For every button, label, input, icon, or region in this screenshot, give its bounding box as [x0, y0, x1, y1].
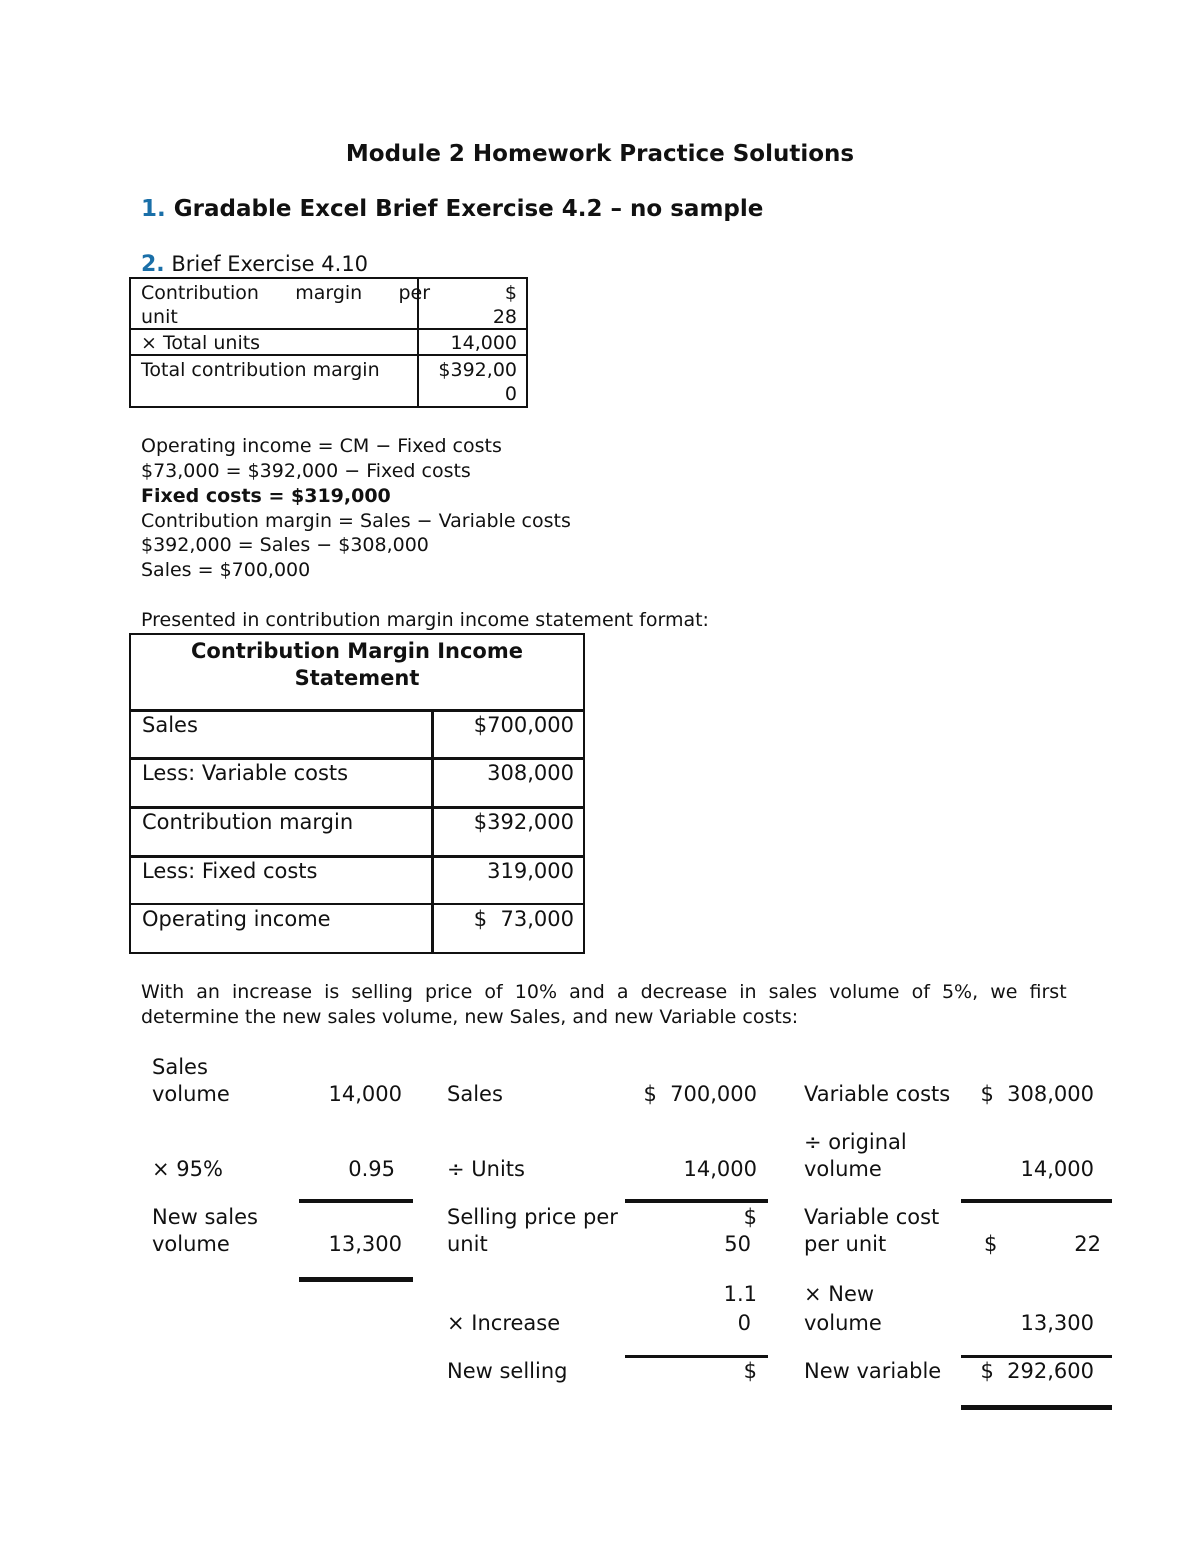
new-volume-mult-label-2: volume — [804, 1311, 882, 1335]
cm-per-unit-value-2: 28 — [492, 306, 517, 328]
is-variable-costs-value: 308,000 — [487, 761, 574, 785]
vc-value: $ 308,000 — [980, 1082, 1094, 1106]
cm-per-unit-label-2: unit — [141, 306, 178, 328]
is-variable-costs-label: Less: Variable costs — [142, 761, 349, 785]
income-statement-table — [129, 633, 585, 954]
vcpu-dollar: $ — [984, 1232, 998, 1256]
equation-3: Fixed costs = $319,000 — [141, 485, 391, 507]
vcpu-label-1: Variable cost — [804, 1205, 940, 1229]
increase-label: × Increase — [447, 1311, 561, 1335]
item-1-number: 1. — [141, 196, 166, 222]
sales-volume-label-1: Sales — [152, 1055, 208, 1079]
sales-volume-label-2: volume — [152, 1082, 230, 1106]
item-1-heading — [141, 196, 763, 222]
is-operating-income-label: Operating income — [142, 907, 331, 931]
is-fixed-costs-value: 319,000 — [487, 859, 574, 883]
orig-volume-value: 14,000 — [1020, 1157, 1094, 1181]
new-volume-mult-label-1: × New — [804, 1282, 875, 1306]
price-value-2: 50 — [724, 1232, 751, 1256]
vc-label: Variable costs — [804, 1082, 951, 1106]
new-volume-mult-value: 13,300 — [1020, 1311, 1094, 1335]
item-2-heading — [141, 252, 368, 277]
new-variable-label: New variable — [804, 1359, 942, 1383]
page-title: Module 2 Homework Practice Solutions — [345, 141, 855, 167]
total-cm-value-1: $392,00 — [438, 359, 517, 381]
price-value-1: $ — [743, 1205, 757, 1229]
income-statement-title: Contribution Margin Income Statement — [191, 639, 523, 690]
equation-2: $73,000 = $392,000 − Fixed costs — [141, 460, 471, 482]
units-value: 14,000 — [683, 1157, 757, 1181]
col2-rule-1 — [625, 1199, 768, 1203]
total-cm-value-2: 0 — [504, 383, 517, 405]
item-1-text: Gradable Excel Brief Exercise 4.2 – no sample — [173, 196, 764, 222]
sales-value: $ 700,000 — [643, 1082, 757, 1106]
sales-label: Sales — [447, 1082, 503, 1106]
orig-volume-label-1: ÷ original — [804, 1130, 907, 1154]
paragraph-line-2: determine the new sales volume, new Sales, and new Variable costs: — [141, 1006, 799, 1028]
is-fixed-costs-label: Less: Fixed costs — [142, 859, 318, 883]
cm-per-unit-label-1: Contribution margin per — [141, 282, 431, 304]
is-cm-value: $392,000 — [473, 810, 574, 834]
col3-rule-2 — [961, 1355, 1112, 1358]
total-cm-label: Total contribution margin — [141, 359, 380, 381]
new-volume-value: 13,300 — [328, 1232, 402, 1256]
sales-volume-value: 14,000 — [328, 1082, 402, 1106]
new-selling-value: $ — [743, 1359, 757, 1383]
pct-value: 0.95 — [348, 1157, 395, 1181]
new-variable-value: $ 292,600 — [980, 1359, 1094, 1383]
col3-rule-1 — [961, 1199, 1112, 1203]
orig-volume-label-2: volume — [804, 1157, 882, 1181]
is-cm-label: Contribution margin — [142, 810, 354, 834]
col2-rule-2 — [625, 1355, 768, 1358]
item-2-number: 2. — [141, 252, 165, 277]
contribution-margin-table — [129, 277, 528, 408]
col1-rule-double — [299, 1277, 413, 1282]
total-units-label: × Total units — [141, 332, 261, 354]
col1-rule-1 — [299, 1199, 413, 1203]
equation-4: Contribution margin = Sales − Variable costs — [141, 510, 571, 532]
presented-text: Presented in contribution margin income statement format: — [141, 609, 709, 631]
vcpu-label-2: per unit — [804, 1232, 887, 1256]
units-label: ÷ Units — [447, 1157, 525, 1181]
new-volume-label-1: New sales — [152, 1205, 258, 1229]
item-2-text: Brief Exercise 4.10 — [171, 252, 369, 276]
new-selling-label: New selling — [447, 1359, 568, 1383]
price-label-1: Selling price per — [447, 1205, 618, 1229]
total-units-value: 14,000 — [450, 332, 517, 354]
price-label-2: unit — [447, 1232, 488, 1256]
equation-6: Sales = $700,000 — [141, 559, 311, 581]
cm-per-unit-value-1: $ — [504, 282, 517, 304]
paragraph-line-1: With an increase is selling price of 10% and a decrease in sales volume of 5%, we first — [141, 981, 1067, 1003]
equation-5: $392,000 = Sales − $308,000 — [141, 534, 429, 556]
equation-1: Operating income = CM − Fixed costs — [141, 435, 502, 457]
pct-label: × 95% — [152, 1157, 223, 1181]
increase-value-1: 1.1 — [723, 1282, 757, 1306]
is-sales-label: Sales — [142, 713, 198, 737]
col3-rule-double — [961, 1405, 1112, 1410]
is-sales-value: $700,000 — [473, 713, 574, 737]
new-volume-label-2: volume — [152, 1232, 230, 1256]
is-operating-income-value: $ 73,000 — [473, 907, 574, 931]
increase-value-2: 0 — [737, 1311, 751, 1335]
vcpu-value: 22 — [1074, 1232, 1101, 1256]
